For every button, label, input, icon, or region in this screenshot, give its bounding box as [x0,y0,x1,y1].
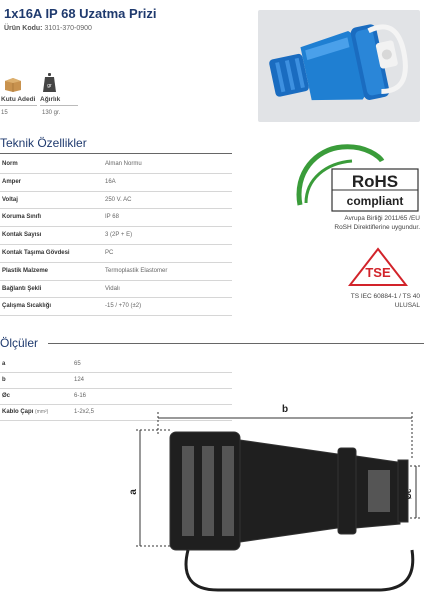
table-row [0,174,232,192]
dimension-a-label: a [128,489,139,495]
package-label: Kutu Adedi [1,96,36,103]
dimension-key-text: b [2,377,6,383]
table-row [0,281,232,299]
spec-value: 3 (2P + E) [105,232,133,239]
tse-logo-text: TSE [365,265,391,280]
product-code-value: 3101-370-0900 [44,25,92,32]
dimension-unit: (mm²) [35,409,49,415]
specs-heading: Teknik Özellikler [0,136,87,150]
rohs-note-line2: RoSH Direktiflerine uygundur. [334,224,420,231]
spec-key: Koruma Sınıfı [2,214,42,221]
product-socket-image [258,10,420,122]
weight-label: Ağırlık [40,96,61,103]
spec-key: Bağlantı Şekli [2,285,42,292]
rohs-compliant-text: compliant [346,194,404,208]
weight-value: 130 gr. [42,110,61,116]
spec-value: Alman Normu [105,161,142,167]
technical-drawing [128,400,424,600]
product-photo [258,10,420,122]
dimensions-heading: Ölçüler [0,336,39,350]
product-code-label: Ürün Kodu: [4,25,43,32]
dimension-value: 6-16 [74,393,87,399]
weight-icon [43,73,56,92]
dimension-value: 124 [74,377,85,383]
spec-value: Vidalı [105,285,120,292]
tse-logo [348,247,408,287]
spec-key: Çalışma Sıcaklığı [2,303,52,310]
rohs-logo [296,143,420,213]
tse-note-line1: TS IEC 60884-1 / TS 40 [350,293,420,300]
specs-heading-divider [0,153,232,154]
table-row [0,192,232,210]
table-row [0,209,232,227]
spec-value: 16A [105,178,116,185]
stat-divider [40,105,78,106]
dimension-b-label: b [281,404,289,415]
table-row [0,245,232,263]
spec-value: -15 / +70 (±2) [105,303,142,310]
dimension-key-text: a [2,361,6,367]
spec-key: Kontak Taşıma Gövdesi [2,249,70,256]
tse-note-line2: ULUSAL [394,302,420,309]
spec-value: IP 68 [105,214,119,221]
table-row [0,227,232,245]
specs-table [0,156,232,316]
spec-value: Termoplastik Elastomer [105,267,168,274]
spec-key: Kontak Sayısı [2,232,42,239]
rohs-text: RoHS [351,172,399,191]
spec-key: Voltaj [2,196,18,203]
dimension-key [2,393,10,399]
weight-icon-text: gr [47,83,52,89]
table-row [0,357,232,373]
spec-value: 250 V. AC [105,196,132,203]
dimension-value: 1-2x2,5 [74,409,95,415]
table-row [0,373,232,389]
table-row [0,156,232,174]
table-row [0,263,232,281]
spec-value: PC [105,249,114,256]
package-box-icon [4,76,22,92]
dimension-value: 65 [74,361,81,367]
package-value: 15 [1,110,8,116]
spec-key: Plastik Malzeme [2,267,49,274]
product-code [4,25,92,32]
stat-divider [0,105,37,106]
spec-key: Amper [2,178,22,185]
dimension-c-label: Øc [404,488,413,500]
dimension-key-text: Øc [2,393,11,399]
dimension-key-text: Kablo Çapı [2,409,34,415]
dimensions-heading-divider [48,343,424,344]
table-row [0,298,232,316]
rohs-note-line1: Avrupa Birliği 2011/65 /EU [344,215,420,222]
dimension-key [2,361,5,367]
dimension-key [2,409,48,415]
product-title: 1x16A IP 68 Uzatma Prizi [4,6,157,21]
spec-key: Norm [2,161,18,167]
dimension-key [2,377,6,383]
